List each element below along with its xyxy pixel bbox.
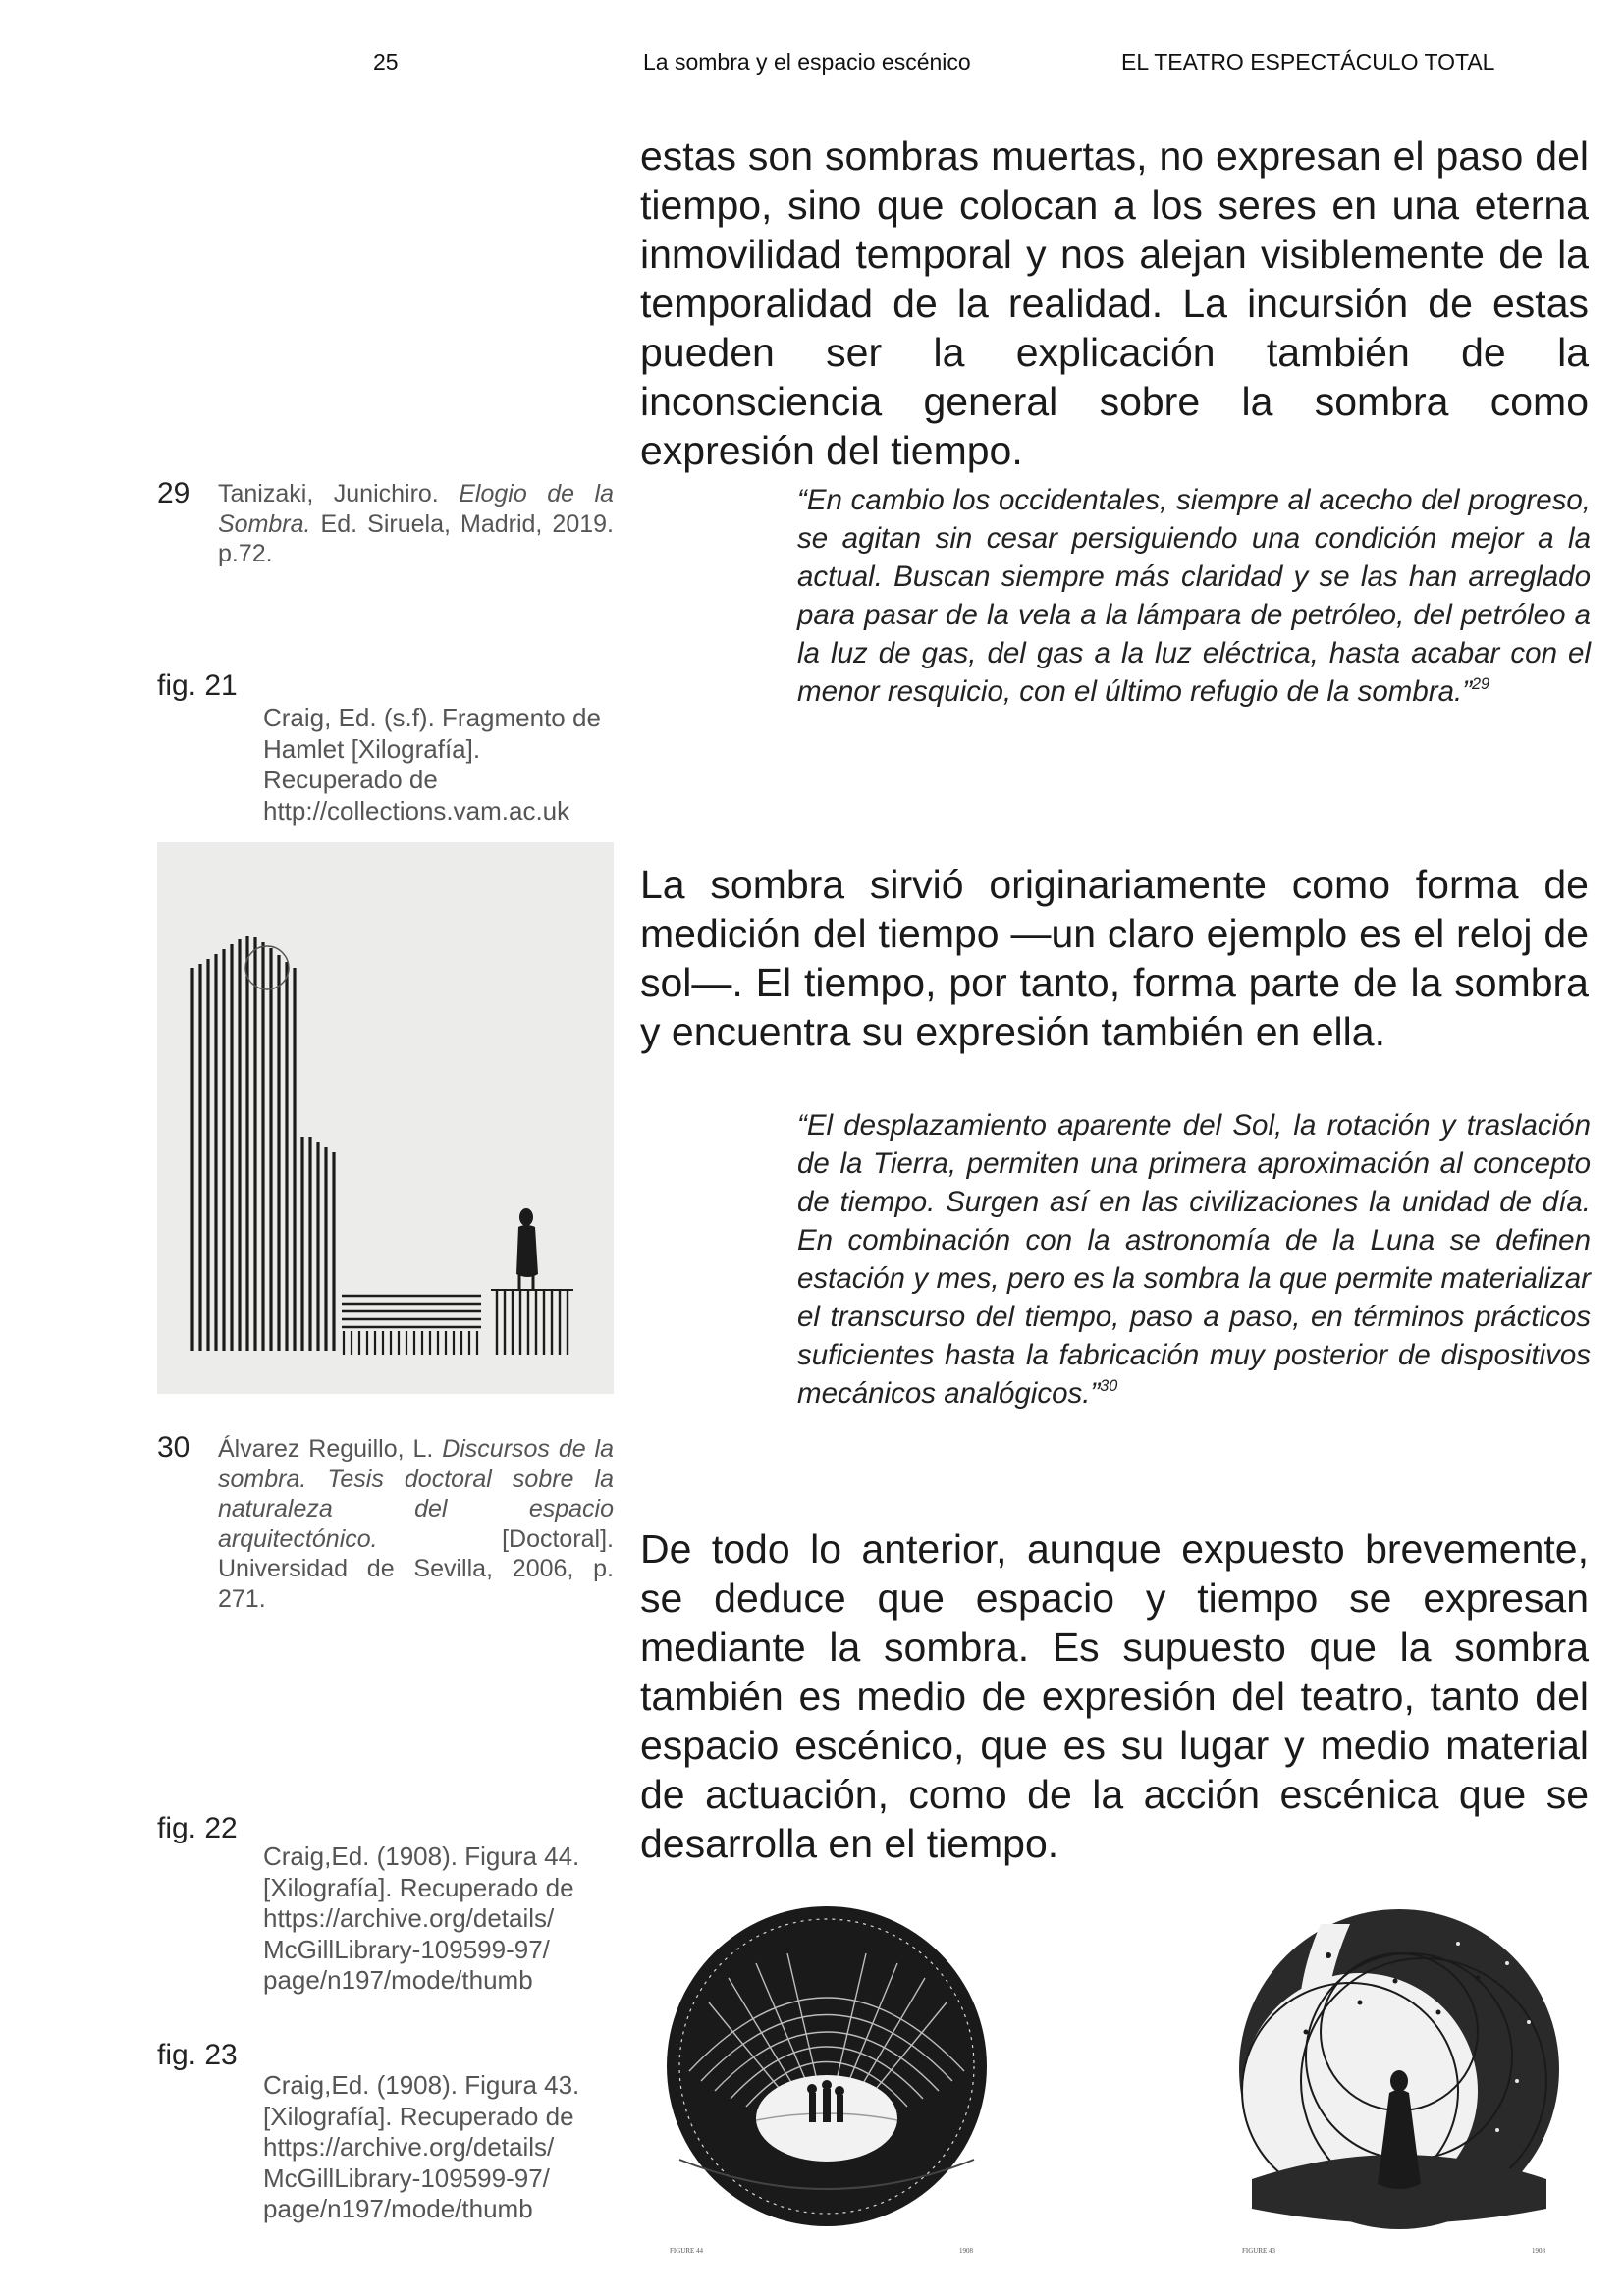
note-30-number: 30	[157, 1431, 190, 1464]
fig-23-label: fig. 23	[157, 2039, 238, 2071]
note-30-rest: [Doctoral]. Universidad de Sevilla, 2006, p. 271.	[218, 1524, 614, 1613]
fig-21-reference: Craig, Ed. (s.f). Fragmento de Hamlet [Xilografía]. Recuperado de http://collections.vam.ac.uk	[263, 703, 601, 826]
woodcut-a-year: 1908	[959, 2247, 973, 2255]
block-quote-2	[797, 1106, 1591, 1413]
note-29-author: Tanizaki, Junichiro.	[218, 480, 460, 507]
woodcut-a-caption: FIGURE 44	[670, 2247, 704, 2255]
body-paragraph-1: estas son sombras muertas, no expresan el paso del tiempo, sino que colocan a los seres en una eterna inmovilidad temporal y nos alejan visiblemente de la temporalidad de la realidad. La incursión de estas pueden ser la explicación también de la inconsciencia general sobre la sombra como expresión del tiempo.	[640, 133, 1589, 473]
note-29-title: Elogio de la Sombra.	[218, 480, 614, 538]
fig-23-image	[1213, 1885, 1586, 2263]
note-30-author: Álvarez Reguillo, L.	[218, 1435, 443, 1463]
fig-22-image	[640, 1885, 1013, 2263]
running-section-title: La sombra y el espacio escénico	[643, 49, 971, 75]
woodcut-b-year: 1908	[1532, 2247, 1545, 2255]
running-book-title: EL TEATRO ESPECTÁCULO TOTAL	[1121, 49, 1495, 75]
note-30-text	[218, 1434, 614, 1614]
note-29-number: 29	[157, 477, 190, 509]
block-quote-1	[797, 481, 1591, 711]
note-29-rest: Ed. Siruela, Madrid, 2019. p.72.	[218, 509, 614, 567]
block-quote-2-text: “El desplazamiento aparente del Sol, la rotación y traslación de la Tierra, permiten una primera aproximación al concepto de tiempo. Surgen así en las civilizaciones la unidad de día. En combinación con la astronomía de la Luna se definen estación y mes, pero es la sombra la que permite materializar el transcurso del tiempo, paso a paso, en términos prácticos suficientes hasta la fabricación muy posterior de dispositivos mecánicos analógicos.”	[797, 1109, 1591, 1410]
hamlet-woodcut-illustration	[157, 842, 614, 1394]
block-quote-1-text: “En cambio los occidentales, siempre al acecho del progreso, se agitan sin cesar persiguiendo una condición mejor a la actual. Buscan siempre más claridad y se las han arreglado para pasar de la vela a la lámpara de petróleo, del petróleo a la luz de gas, del gas a la luz eléctrica, hasta acabar con el menor resquicio, con el último refugio de la sombra.”	[797, 484, 1591, 708]
orbits-woodcut-illustration	[1213, 1885, 1586, 2263]
fig-21-image	[157, 842, 614, 1394]
footnote-ref-29: 29	[1472, 674, 1490, 693]
footnote-ref-30: 30	[1100, 1376, 1118, 1395]
page-number: 25	[373, 49, 399, 75]
woodcut-b-caption: FIGURE 43	[1242, 2247, 1276, 2255]
body-paragraph-3: De todo lo anterior, aunque expuesto brevemente, se deduce que espacio y tiempo se expresan mediante la sombra. Es supuesto que la sombra también es medio de expresión del teatro, tanto del espacio escénico, que es su lugar y medio material de actuación, como de la acción escénica que se desarrolla en el tiempo.	[640, 1526, 1589, 1866]
fig-23-reference: Craig,Ed. (1908). Figura 43. [Xilografía]. Recuperado de https://archive.org/details/ McGillLibrary-109599-97/ page/n197/mode/thumb	[263, 2070, 580, 2223]
body-paragraph-2: La sombra sirvió originariamente como forma de medición del tiempo —un claro ejemplo es el reloj de sol—. El tiempo, por tanto, forma parte de la sombra y encuentra su expresión también en ella.	[640, 862, 1589, 1054]
note-29-text	[218, 479, 614, 569]
tunnel-woodcut-illustration	[640, 1885, 1013, 2263]
fig-22-reference: Craig,Ed. (1908). Figura 44. [Xilografía]. Recuperado de https://archive.org/details/ McGillLibrary-109599-97/ page/n197/mode/thumb	[263, 1842, 580, 1995]
fig-22-label: fig. 22	[157, 1812, 238, 1844]
fig-21-label: fig. 21	[157, 669, 238, 702]
note-30-title: Discursos de la sombra. Tesis doctoral sobre la naturaleza del espacio arquitectónico.	[218, 1435, 614, 1553]
